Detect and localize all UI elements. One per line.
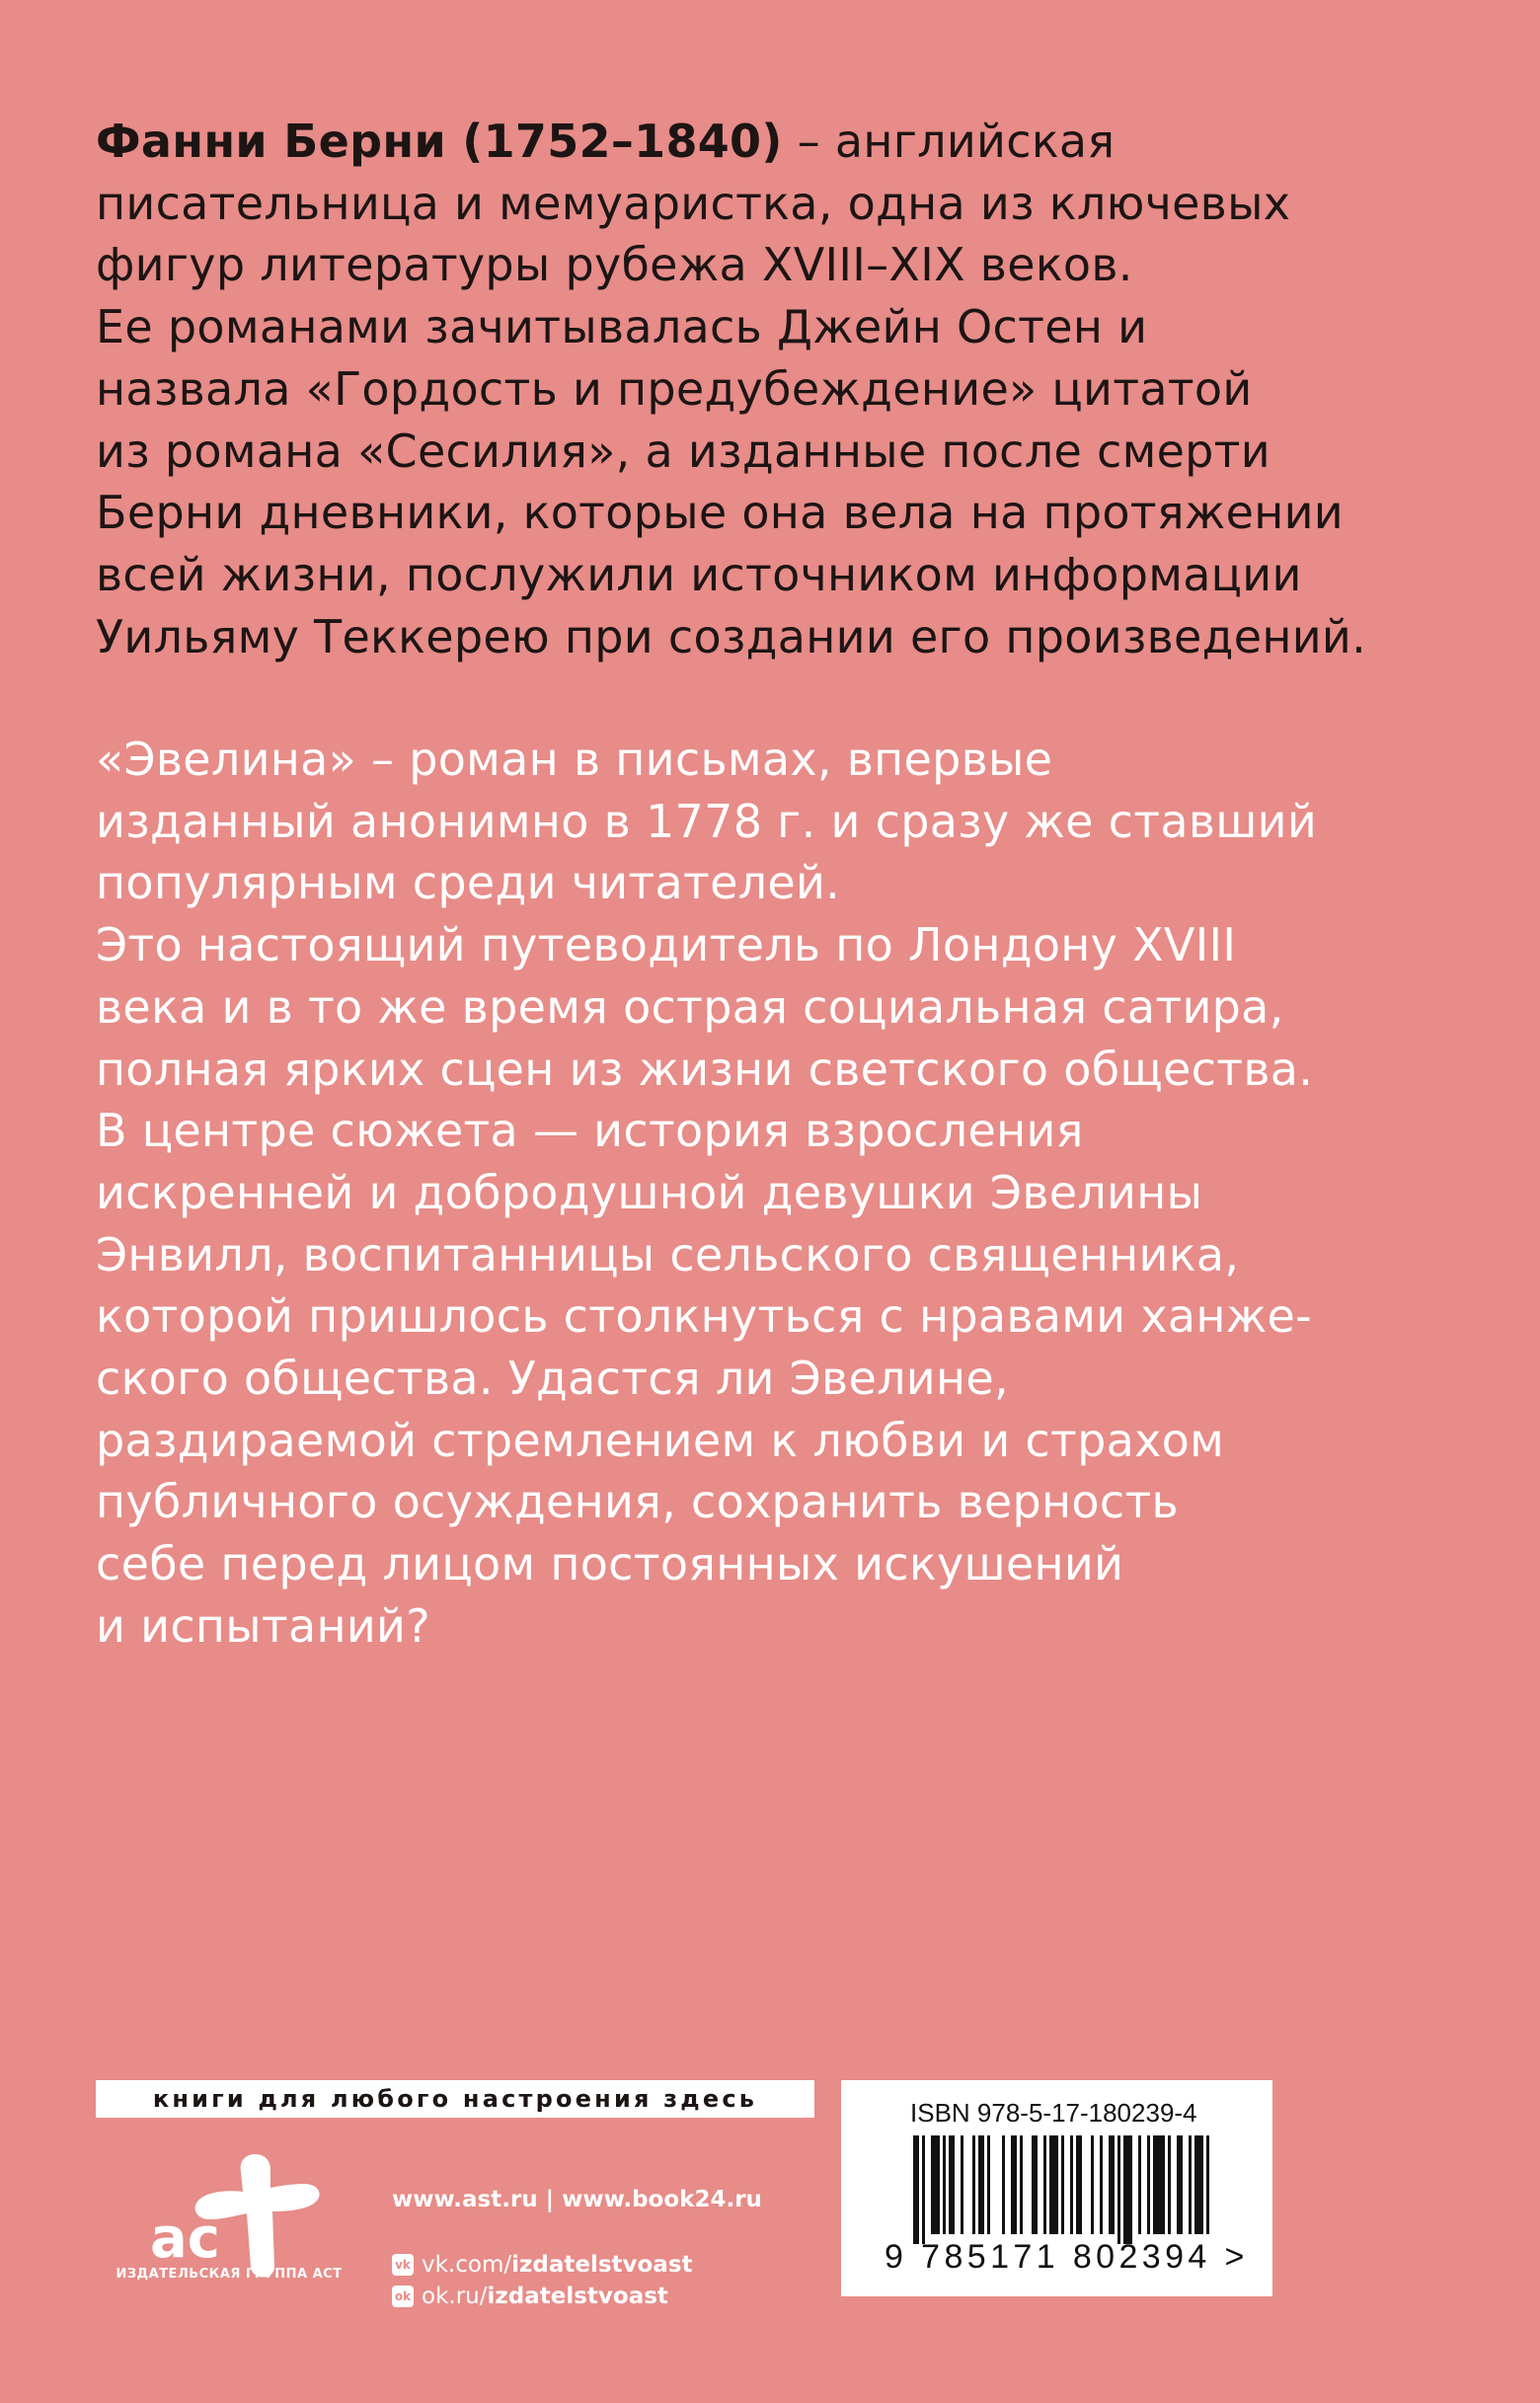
annotation-line: полная ярких сцен из жизни светского общества. xyxy=(96,1042,1314,1096)
barcode-bar xyxy=(1117,2135,1120,2244)
author-bio-line: Берни дневники, которые она вела на протяжении xyxy=(96,486,1344,540)
social-link-vk[interactable] xyxy=(392,2249,762,2281)
social-handle: izdatelstvoast xyxy=(487,2284,668,2309)
annotation-line: себе перед лицом постоянных искушений xyxy=(96,1537,1124,1591)
annotation-line: изданный анонимно в 1778 г. и сразу же ставший xyxy=(96,794,1318,848)
author-bio-line: Уильяму Теккерею при создании его произведений. xyxy=(96,609,1367,663)
barcode-bar xyxy=(1109,2135,1115,2234)
publisher-links xyxy=(392,2184,762,2312)
book-annotation-paragraph xyxy=(96,729,1498,1658)
barcode-bar xyxy=(1002,2135,1005,2234)
barcode-bar xyxy=(1100,2135,1103,2234)
barcode-bar xyxy=(1043,2135,1046,2234)
publisher-caption: ИЗДАТЕЛЬСКАЯ ГРУППА АСТ xyxy=(116,2267,343,2282)
slogan-banner: книги для любого настроения здесь xyxy=(96,2080,814,2118)
annotation-line: раздираемой стремлением к любви и страхом xyxy=(96,1413,1225,1467)
social-prefix: vk.com/ xyxy=(422,2252,512,2278)
author-bio-line: назвала «Гордость и предубеждение» цитатой xyxy=(96,361,1253,416)
ok-icon: ok xyxy=(392,2286,414,2307)
barcode-bar xyxy=(1189,2135,1192,2234)
author-bio-line-1-rest: – английская xyxy=(782,115,1116,168)
barcode-bar xyxy=(1049,2135,1058,2234)
author-bio-line: всей жизни, послужили источником информации xyxy=(96,547,1302,601)
barcode-bar xyxy=(943,2135,946,2234)
barcode-bar xyxy=(978,2135,984,2234)
barcode-bar xyxy=(987,2135,990,2234)
annotation-line: и испытаний? xyxy=(96,1598,430,1653)
isbn-barcode-box xyxy=(841,2080,1272,2296)
annotation-line: публичного осуждения, сохранить верность xyxy=(96,1475,1179,1529)
barcode-bar xyxy=(1061,2135,1064,2234)
website-links[interactable]: www.ast.ru | www.book24.ru xyxy=(392,2187,762,2212)
barcode-bar xyxy=(1138,2135,1141,2234)
barcode-bar xyxy=(949,2135,955,2234)
ast-logo-text: ас xyxy=(150,2207,220,2271)
barcode-bar xyxy=(913,2135,919,2244)
annotation-line: Это настоящий путеводитель по Лондону XVIII xyxy=(96,918,1237,972)
annotation-line: Энвилл, воспитанницы сельского священника, xyxy=(96,1227,1240,1281)
barcode-bar xyxy=(1147,2135,1150,2234)
barcode-bar xyxy=(1011,2135,1017,2234)
author-bio-line: фигур литературы рубежа XVIII–XIX веков. xyxy=(96,238,1133,292)
author-bio-line: из романа «Сесилия», а изданные после смерти xyxy=(96,424,1270,478)
author-bio-line-1 xyxy=(96,111,1498,173)
annotation-line: искренней и добродушной девушки Эвелины xyxy=(96,1165,1203,1219)
barcode-bar xyxy=(1206,2135,1209,2234)
author-bio-paragraph xyxy=(96,111,1498,667)
barcode-bar xyxy=(1123,2135,1132,2244)
social-handle: izdatelstvoast xyxy=(511,2252,693,2278)
annotation-line: В центре сюжета — история взросления xyxy=(96,1104,1084,1158)
barcode-bar xyxy=(961,2135,963,2234)
annotation-line: века и в то же время острая социальная сатира, xyxy=(96,979,1284,1034)
barcode-icon xyxy=(913,2135,1209,2244)
barcode-bar xyxy=(1070,2135,1073,2234)
social-link-ok[interactable] xyxy=(392,2281,762,2312)
annotation-line: «Эвелина» – роман в письмах, впервые xyxy=(96,733,1053,786)
barcode-bar xyxy=(1076,2135,1082,2234)
barcode-bar xyxy=(972,2135,975,2234)
annotation-line: ского общества. Удастся ли Эвелине, xyxy=(96,1352,1009,1406)
vk-icon: vk xyxy=(392,2254,414,2276)
author-bio-line: писательница и мемуаристка, одна из ключевых xyxy=(96,176,1291,230)
isbn-number: ISBN 978-5-17-180239-4 xyxy=(910,2098,1197,2128)
author-name: Фанни Берни (1752–1840) xyxy=(96,115,783,168)
barcode-bar xyxy=(931,2135,940,2234)
barcode-bar xyxy=(1020,2135,1023,2234)
barcode-bar xyxy=(1091,2135,1094,2234)
barcode-bar xyxy=(1177,2135,1183,2234)
barcode-digits: 9 785171 802394 > xyxy=(885,2238,1249,2276)
social-prefix: ok.ru/ xyxy=(422,2284,488,2309)
barcode-bar xyxy=(1168,2135,1171,2234)
barcode-bar xyxy=(1153,2135,1165,2234)
barcode-bar xyxy=(1194,2135,1203,2234)
barcode-bar xyxy=(1032,2135,1038,2234)
author-bio-line: Ее романами зачитывалась Джейн Остен и xyxy=(96,300,1148,354)
annotation-line: популярным среди читателей. xyxy=(96,856,841,910)
annotation-line: которой пришлось столкнуться с нравами ханже- xyxy=(96,1289,1312,1344)
barcode-bar xyxy=(922,2135,925,2244)
